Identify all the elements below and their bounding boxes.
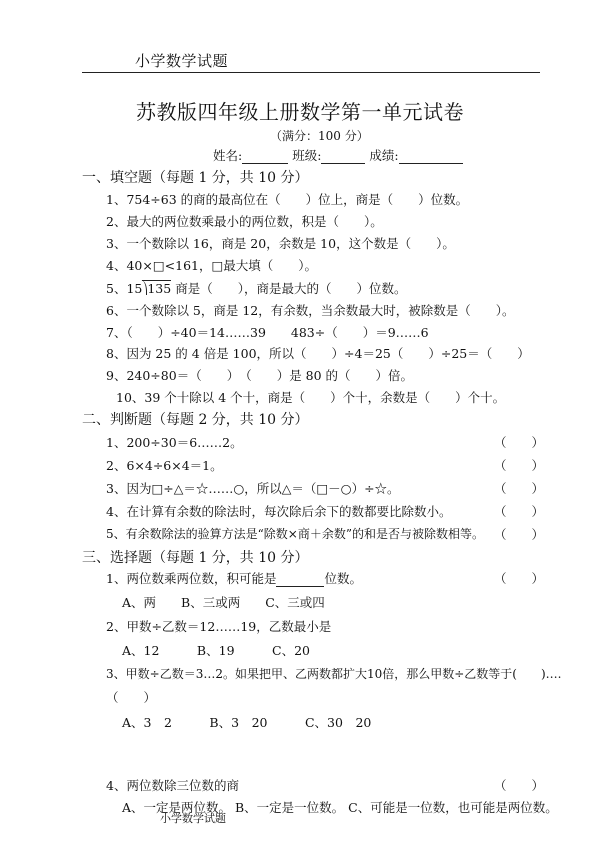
- s1-q4: 4、40×□<161，□最大填（ ）。: [106, 258, 318, 273]
- s2-item-3: 3、因为□÷△＝☆……○，所以△＝（□－○）÷☆。: [106, 481, 400, 496]
- s1-q3: 3、一个数除以 16，商是 20，余数是 10，这个数是（ ）。: [106, 236, 455, 251]
- s1-q7: 7、（ ）÷40＝14……39 483÷（ ）＝9……6: [106, 325, 429, 340]
- score-note: （满分：100 分）: [270, 129, 369, 143]
- class-label: 班级:: [292, 148, 322, 163]
- s3-q3-options: A、3 2 B、3 20 C、30 20: [122, 715, 372, 730]
- s1-q6: 6、一个数除以 5，商是 12，有余数，当余数最大时，被除数是（ ）。: [106, 303, 515, 318]
- s3-q4-options: A、一定是两位数。 B、一定是一位数。 C、可能是一位数，也可能是两位数。: [122, 800, 558, 815]
- grade-field[interactable]: [399, 151, 463, 164]
- s3-q2: 2、甲数÷乙数＝12……19，乙数最小是: [106, 619, 332, 634]
- s3-q1-options: A、两 B、三或两 C、三或四: [122, 595, 325, 610]
- s1-q5-tail: 商是（ ），商是最大的（ ）位数。: [175, 281, 407, 296]
- header-rule: [82, 72, 540, 73]
- s2-item-1: 1、200÷30＝6……2。: [106, 435, 243, 450]
- s3-q1: [106, 569, 362, 587]
- s1-q1: 1、754÷63 的商的最高位在（ ）位上，商是（ ）位数。: [106, 192, 469, 207]
- s2-item-2: 2、6×4÷6×4＝1。: [106, 458, 223, 473]
- s3-q1-stem-a: 1、两位数乘两位数，积可能是: [106, 571, 277, 586]
- s1-q2: 2、最大的两位数乘最小的两位数，积是（ ）。: [106, 214, 383, 229]
- section3-heading: 三、选择题（每题 1 分，共 10 分）: [82, 550, 309, 566]
- name-field[interactable]: [242, 151, 288, 164]
- s2-answer-2[interactable]: （ ）: [494, 458, 545, 473]
- s3-q1-blank[interactable]: [276, 574, 324, 587]
- s3-answer-3[interactable]: （ ）: [106, 690, 157, 705]
- s2-item-4: 4、在计算有余数的除法时，每次除后余下的数都要比除数小。: [106, 504, 452, 519]
- s3-q2-options: A、12 B、19 C、20: [122, 643, 310, 658]
- s3-answer-4[interactable]: （ ）: [494, 778, 545, 793]
- s1-q10: 10、39 个十除以 4 个十，商是（ ）个十，余数是（ ）个十。: [116, 390, 506, 405]
- exam-title: 苏教版四年级上册数学第一单元试卷: [136, 100, 464, 124]
- page-header: 小学数学试题: [135, 52, 229, 70]
- s1-q5-dividend: 135: [142, 280, 171, 296]
- grade-label: 成绩:: [369, 148, 399, 163]
- section1-heading: 一、填空题（每题 1 分，共 10 分）: [82, 170, 309, 186]
- class-field[interactable]: [321, 151, 365, 164]
- info-row: [213, 146, 463, 164]
- s1-q8: 8、因为 25 的 4 倍是 100，所以（ ）÷4＝25（ ）÷25＝（ ）: [106, 346, 530, 361]
- s3-answer-1[interactable]: （ ）: [494, 571, 545, 586]
- s1-q5: [106, 279, 406, 297]
- section2-heading: 二、判断题（每题 2 分，共 10 分）: [82, 412, 309, 428]
- page-footer: 小学数学试题: [160, 812, 226, 825]
- name-label: 姓名:: [213, 148, 243, 163]
- s3-q1-stem-b: 位数。: [324, 571, 362, 586]
- s2-answer-5[interactable]: （ ）: [494, 527, 545, 542]
- s3-q3: 3、甲数÷乙数＝3…2。如果把甲、乙两数都扩大10倍，那么甲数÷乙数等于( )….: [106, 667, 562, 681]
- s2-item-5: 5、有余数除法的验算方法是“除数×商＋余数”的和是否与被除数相等。: [106, 527, 484, 541]
- s1-q5-divisor: 5、15: [106, 281, 143, 296]
- s2-answer-4[interactable]: （ ）: [494, 504, 545, 519]
- s2-answer-1[interactable]: （ ）: [494, 435, 545, 450]
- s1-q9: 9、240÷80＝（ ） （ ）是 80 的（ ）倍。: [106, 368, 414, 383]
- s3-q4: 4、两位数除三位数的商: [106, 778, 239, 793]
- s2-answer-3[interactable]: （ ）: [494, 481, 545, 496]
